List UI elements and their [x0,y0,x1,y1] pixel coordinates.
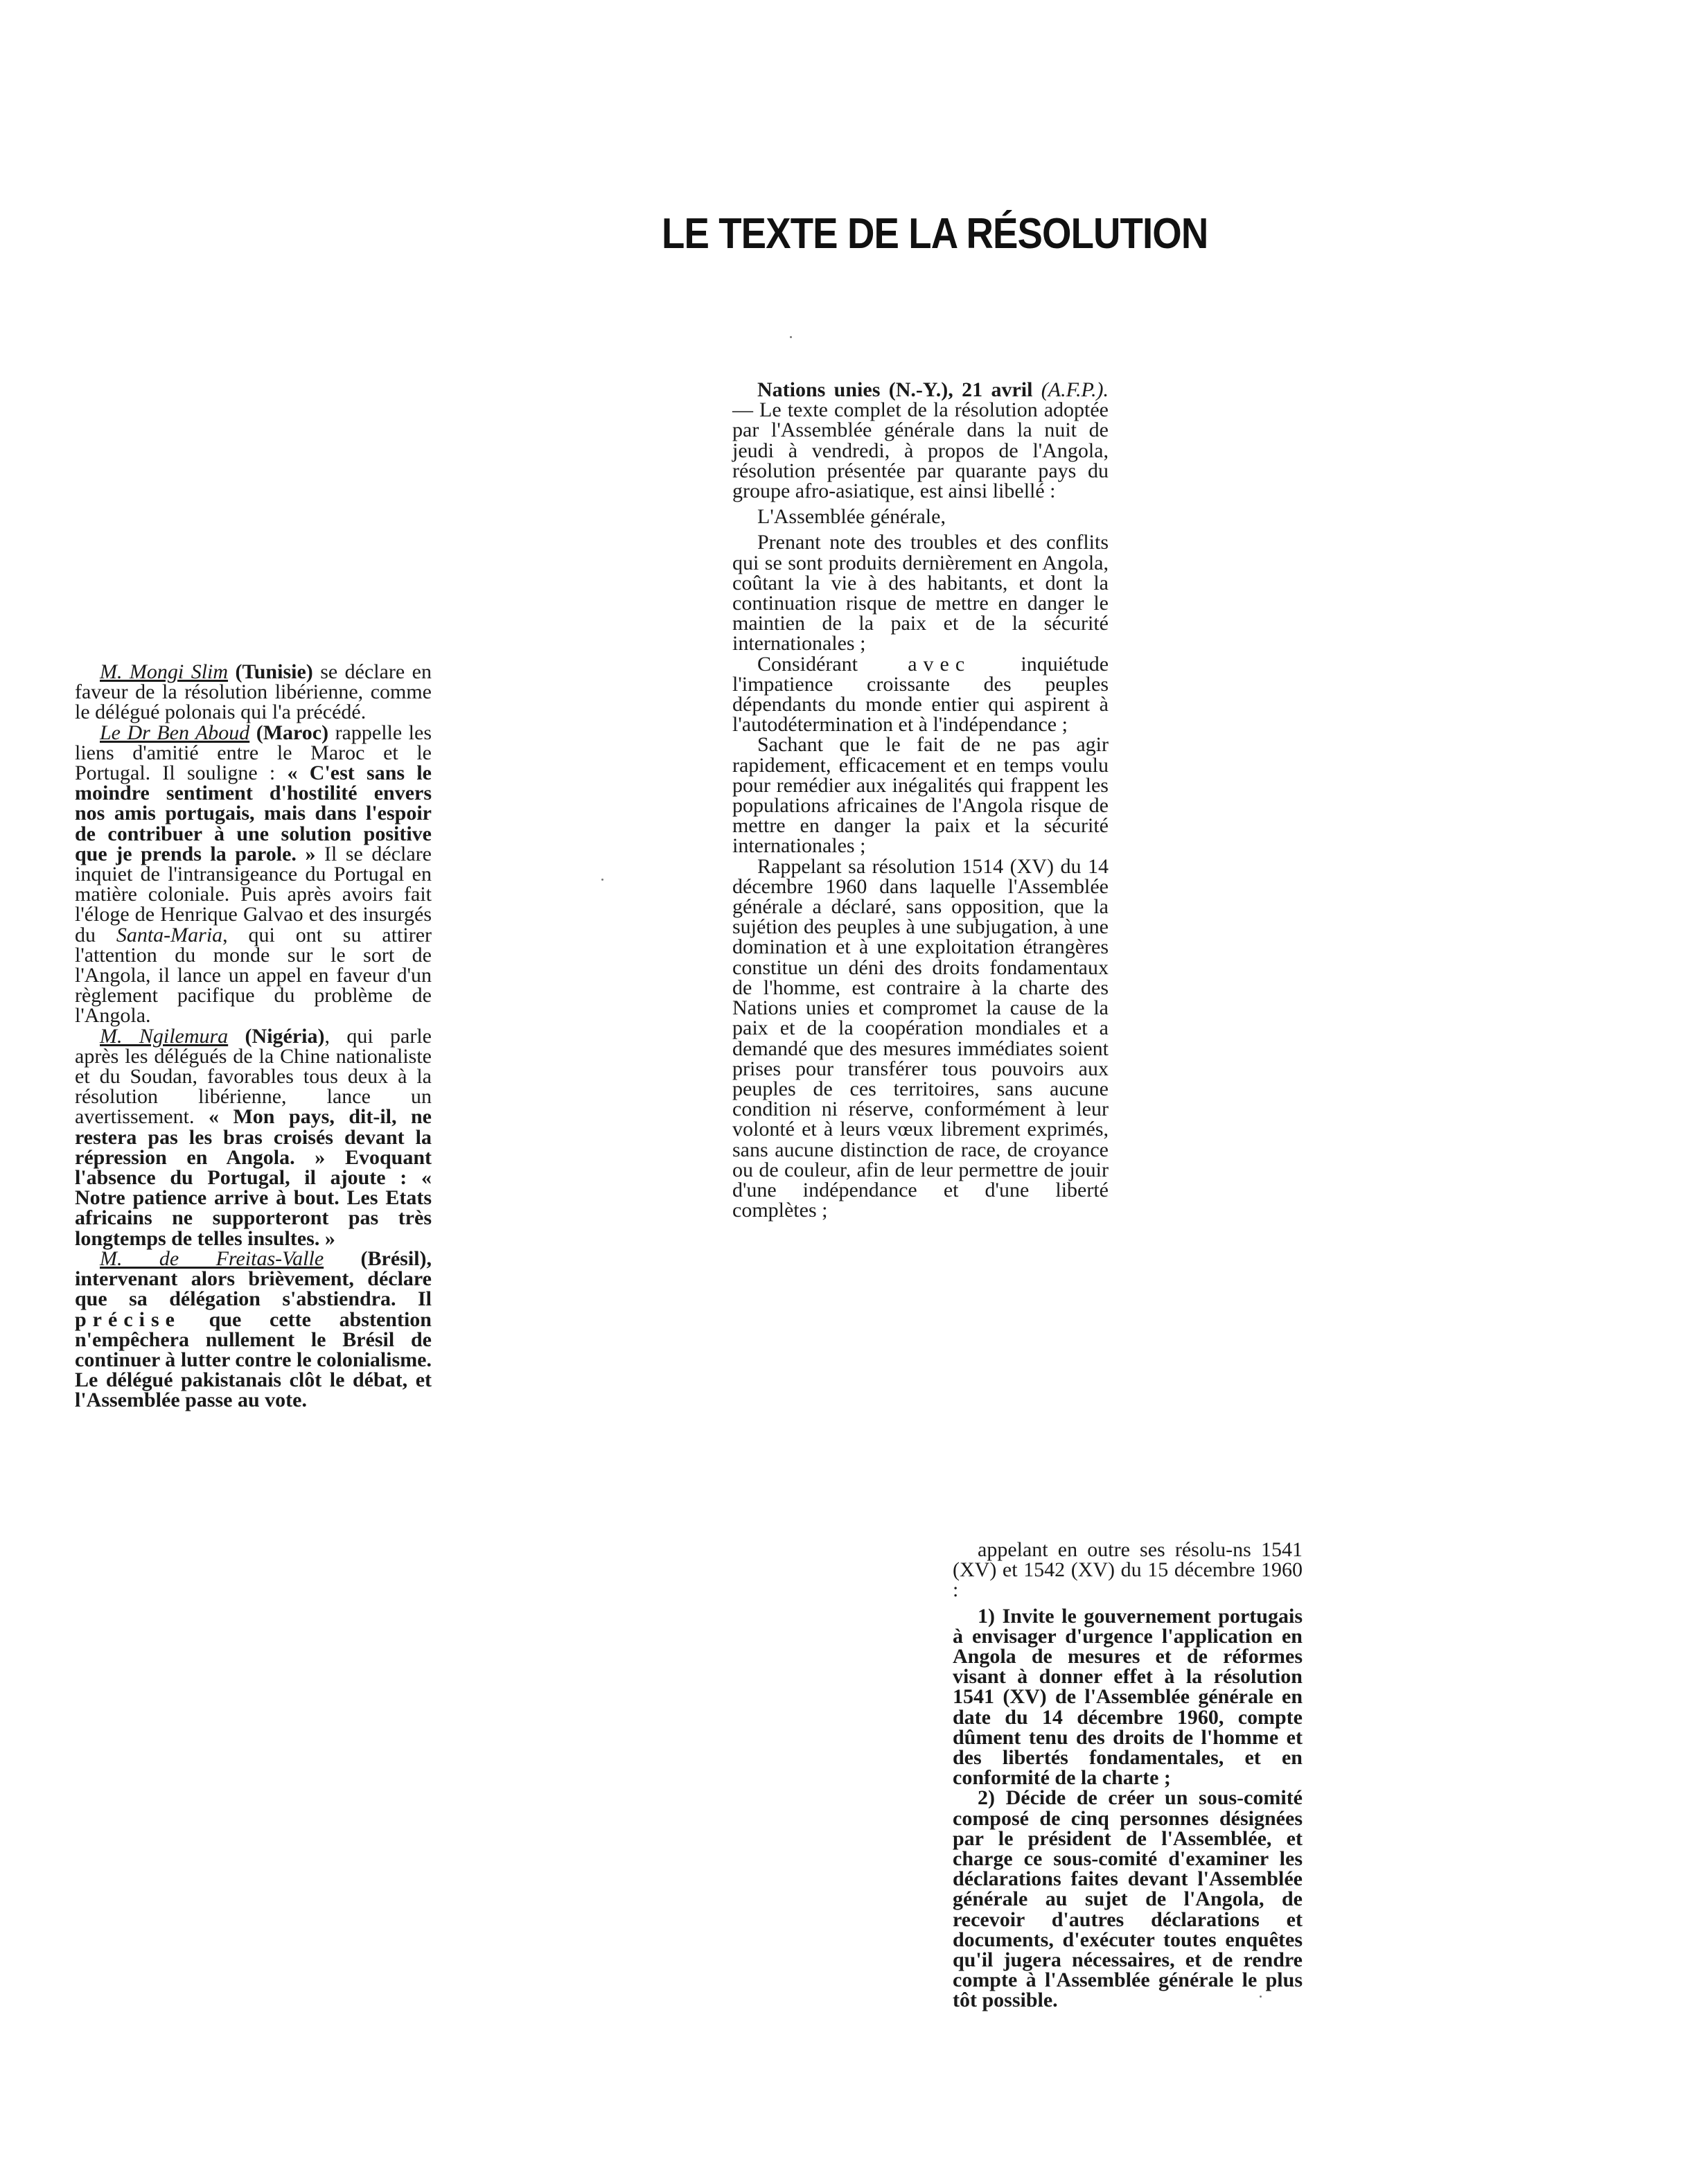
paragraph-text: se déclare en faveur de la résolution libérienne, comme le délégué polonais qui l'a précédé. [75,660,432,724]
paragraph-aboud [75,723,432,1026]
spaced-word: avec [908,652,971,676]
resolution-paragraph: appelant en outre ses résolu-ns 1541 (XV) et 1542 (XV) du 15 décembre 1960 : [953,1538,1303,1602]
dateline: Nations unies (N.-Y.), 21 avril [757,378,1041,401]
salutation: L'Assemblée générale, [757,505,946,529]
quote-text: « Mon pays, dit-il, ne restera pas les bras croisés devant la répression en Angola. » [75,1105,432,1169]
spaced-word: précise [75,1307,181,1331]
headline: LE TEXTE DE LA RÉSOLUTION [662,210,1208,258]
agency: (A.F.P.). [1041,378,1109,401]
paragraph-text: Evoquant l'absence du Portugal, il ajoute : [75,1145,432,1190]
speaker-name: M. Mongi Slim [100,660,229,683]
scan-speck [1260,1996,1262,1998]
resolution-paragraph: Rappelant sa résolution 1514 (XV) du 14 décembre 1960 dans laquelle l'Assemblée générale a déclaré, sans opposition, que la sujétion des peuples à une subjugation, à une domination et à une exploitation étrangères constitue un déni des droits fondamentaux de l'homme, est contraire à la charte des Nations unies et compromet la cause de la paix et de la coopération mondiales et a demandé que des mesures immédiates soient prises pour transférer tous pouvoirs aux peuples de ces territoires, sans aucune condition ni réserve, conformément à leur volonté et à leurs vœux librement exprimés, sans aucune distinction de race, de croyance ou de couleur, afin de leur permettre de jouir d'une indépendance et d'une liberté complètes ; [732,854,1109,1222]
speaker-name: Le Dr Ben Aboud [100,721,250,744]
paragraph-freitas [75,1249,432,1411]
speaker-country: (Nigéria) [245,1024,325,1048]
left-column [75,662,432,1411]
paragraph-text: que cette abstention n'empêchera nullement le Brésil de continuer à lutter contre le colonialisme. Le délégué pakistanais clôt le débat, et l'Assemblée passe au vote. [75,1307,432,1412]
quote-text: « C'est sans le moindre sentiment d'hostilité envers nos amis portugais, mais dans l'espoir de contribuer à une solution positive que je prends la parole. » [75,761,432,865]
quote-text: « Notre patience arrive à bout. Les Etats africains ne supporteront pas très longtemps de telles insultes. » [75,1166,432,1250]
paragraph-slim [75,662,432,723]
ship-name: Santa-Maria [116,923,223,946]
middle-column [732,380,1109,1220]
paragraph-text: , intervenant alors brièvement, déclare que sa délégation s'abstiendra. Il [75,1247,432,1311]
paragraph-text: — Le texte complet de la résolution adoptée par l'Assemblée générale dans la nuit de jeudi à vendredi, à propos de l'Angola, résolution présentée par quarante pays du groupe afro-asiatique, est ainsi libellé : [732,398,1109,503]
resolution-paragraph: Prenant note des troubles et des conflits qui se sont produits dernièrement en Angola, coûtant la vie à des habitants, et dont la continuation risque de mettre en danger le maintien de la paix et de la sécurité internationales ; [732,531,1109,655]
speaker-country: (Maroc) [256,721,329,744]
speaker-country: (Tunisie) [235,660,313,683]
scan-speck [790,336,792,338]
paragraph-text: inquiétude l'impatience croissante des peuples dépendants du monde entier qui aspirent à l'autodétermination et à l'indépendance ; [732,652,1109,737]
paragraph-ngilemura [75,1026,432,1249]
speaker-country: (Brésil) [360,1247,427,1270]
scan-speck [601,879,603,881]
operative-clause-2: 2) Décide de créer un sous-comité composé de cinq personnes désignées par le président de l'Assemblée, et charge ce sous-comité d'examiner les déclarations faites devant l'Assemblée générale au sujet de l'Angola, de recevoir d'autres déclarations et documents, d'exécuter toutes enquêtes qu'il jugera nécessaires, et de rendre compte à l'Assemblée générale le plus tôt possible. [953,1786,1303,2012]
operative-clause-1: 1) Invite le gouvernement portugais à envisager d'urgence l'application en Angola de mesures et de réformes visant à donner effet à la résolution 1541 (XV) de l'Assemblée générale en date du 14 décembre 1960, compte dûment tenu des droits de l'homme et des libertés fondamentales, et en conformité de la charte ; [953,1604,1303,1790]
resolution-paragraph [732,654,1109,735]
speaker-name: M. de Freitas-Valle [100,1247,324,1270]
right-column [953,1540,1303,2011]
paragraph-lead: Considérant [757,652,858,676]
paragraph-text: rappelle les liens d'amitié entre le Maroc et le Portugal. Il souligne : [75,721,432,785]
paragraph-text: , qui ont su attirer l'attention du monde sur le sort de l'Angola, il lance un appel en faveur d'un règlement pacifique du problème de l'Angola. [75,923,432,1028]
resolution-paragraph: Sachant que le fait de ne pas agir rapidement, efficacement et en temps voulu pour remédier aux inégalités qui frappent les populations africaines de l'Angola risque de mettre en danger la paix et la sécurité internationales ; [732,733,1109,858]
paragraph-text: Il se déclare inquiet de l'intransigeance du Portugal en matière coloniale. Puis après avoirs fait l'éloge de Henrique Galvao et des insurgés du [75,842,432,946]
speaker-name: M. Ngilemura [100,1024,229,1048]
paragraph-text: , qui parle après les délégués de la Chine nationaliste et du Soudan, favorables tous deux à la résolution libérienne, lance un avertissement. [75,1024,432,1129]
intro-paragraph [732,380,1109,501]
